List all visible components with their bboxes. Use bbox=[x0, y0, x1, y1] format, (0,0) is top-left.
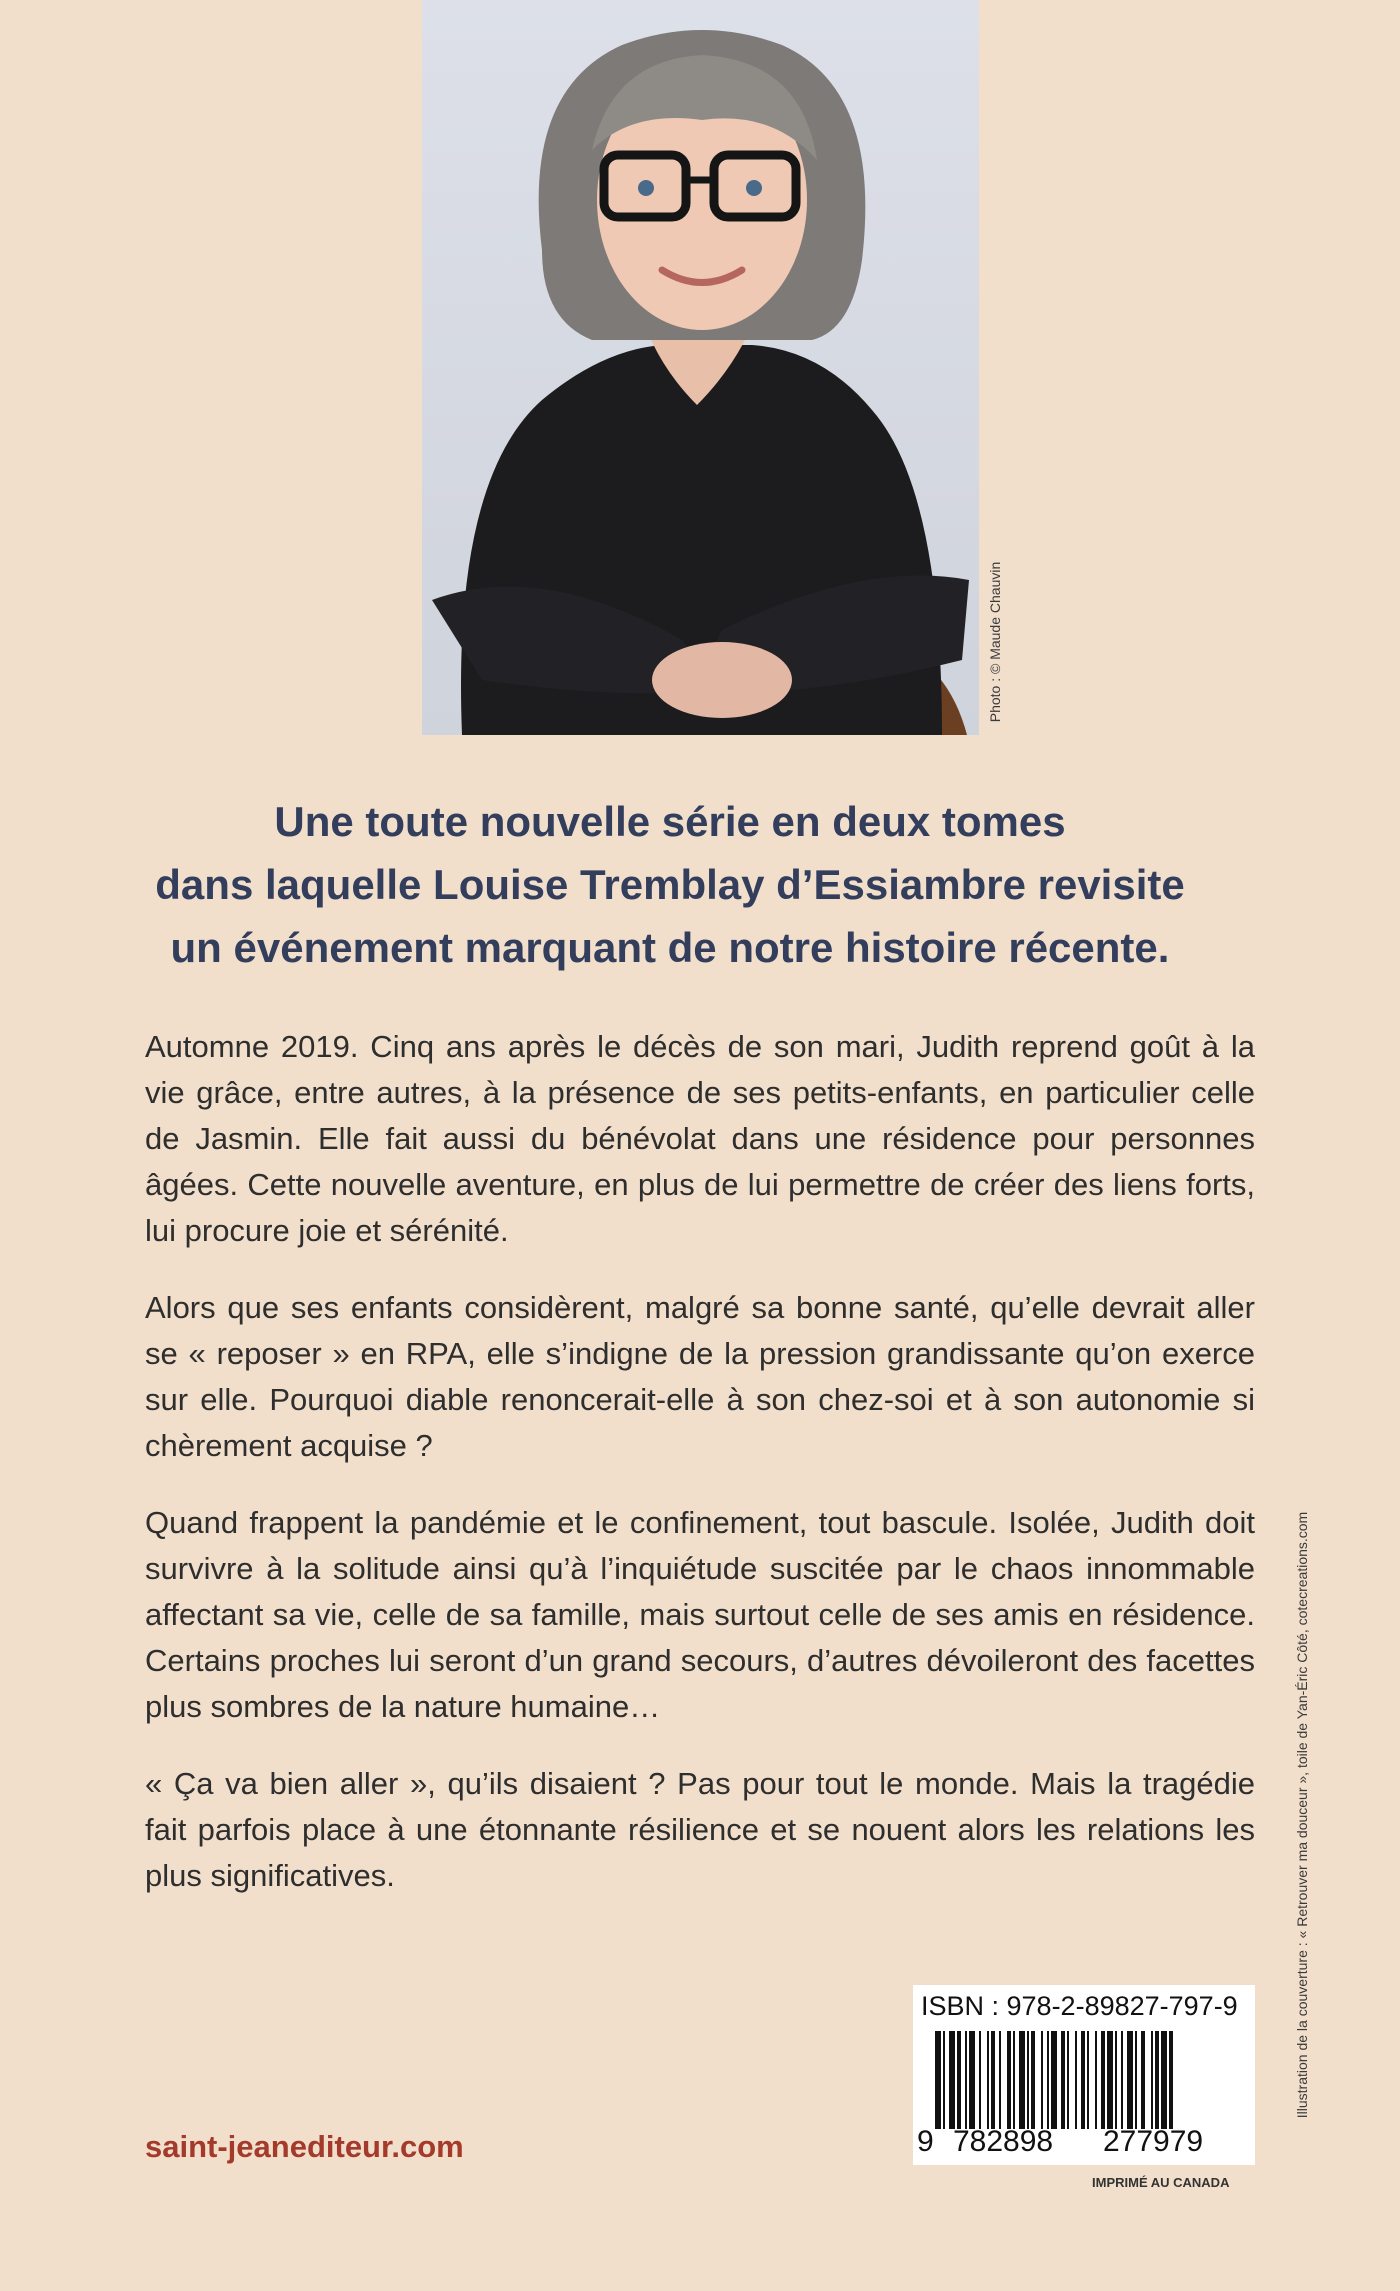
barcode-bar bbox=[943, 2031, 945, 2129]
barcode-bar bbox=[1127, 2031, 1133, 2129]
author-photo bbox=[422, 0, 979, 735]
barcode-bar bbox=[987, 2031, 989, 2129]
publisher-website[interactable]: saint-jeanediteur.com bbox=[145, 2129, 464, 2164]
barcode-bar bbox=[991, 2031, 995, 2129]
synopsis bbox=[145, 1024, 1255, 1930]
barcode-bar bbox=[1151, 2031, 1153, 2129]
barcode-bar bbox=[1047, 2031, 1049, 2129]
barcode-bar bbox=[1081, 2031, 1085, 2129]
barcode-bars bbox=[935, 2031, 1235, 2129]
barcode-bar bbox=[949, 2031, 955, 2129]
barcode-bar bbox=[1121, 2031, 1123, 2129]
barcode-bar bbox=[1155, 2031, 1159, 2129]
barcode-bar bbox=[1051, 2031, 1057, 2129]
barcode-bar bbox=[1075, 2031, 1077, 2129]
barcode-bar bbox=[1141, 2031, 1145, 2129]
headline-line: un événement marquant de notre histoire récente. bbox=[170, 924, 1170, 971]
barcode-bar bbox=[965, 2031, 967, 2129]
synopsis-paragraph: Automne 2019. Cinq ans après le décès de son mari, Judith reprend goût à la vie grâce, entre autres, à la présence de ses petits-enfants, en particulier celle de Jasmin. Elle fait aussi du bénévolat dans une résidence pour personnes âgées. Cette nouvelle aventure, en plus de lui permettre de créer des liens forts, lui procure joie et sérénité. bbox=[145, 1029, 1255, 1248]
barcode-bar bbox=[1095, 2031, 1097, 2129]
headline-line: dans laquelle Louise Tremblay d’Essiambre revisite bbox=[155, 861, 1185, 908]
barcode-bar bbox=[1019, 2031, 1025, 2129]
barcode-bar bbox=[1013, 2031, 1015, 2129]
isbn-label: ISBN : 978-2-89827-797-9 bbox=[921, 1991, 1238, 2021]
barcode-bar bbox=[969, 2031, 975, 2129]
imprint-label: IMPRIMÉ AU CANADA bbox=[1092, 2175, 1230, 2190]
synopsis-paragraph: Alors que ses enfants considèrent, malgré sa bonne santé, qu’elle devrait aller se « reposer » en RPA, elle s’indigne de la pression grandissante qu’on exerce sur elle. Pourquoi diable renoncerait-elle à son chez-soi et à son autonomie si chèrement acquise ? bbox=[145, 1290, 1255, 1463]
barcode-bar bbox=[1067, 2031, 1069, 2129]
illustration-credit: Illustration de la couverture : « Retrouver ma douceur », toile de Yan-Éric Côté, cotecreations.com bbox=[1294, 1511, 1310, 2119]
barcode-bar bbox=[1101, 2031, 1105, 2129]
headline bbox=[90, 790, 1250, 979]
barcode-bar bbox=[1169, 2031, 1173, 2129]
barcode-bar bbox=[1041, 2031, 1043, 2129]
barcode-bar bbox=[1161, 2031, 1167, 2129]
barcode-bar bbox=[1007, 2031, 1011, 2129]
barcode-bar bbox=[1115, 2031, 1117, 2129]
synopsis-paragraph: « Ça va bien aller », qu’ils disaient ? Pas pour tout le monde. Mais la tragédie fait parfois place à une étonnante résilience et se nouent alors les relations les plus significatives. bbox=[145, 1766, 1255, 1893]
barcode-bar bbox=[935, 2031, 941, 2129]
barcode-bar bbox=[979, 2031, 981, 2129]
barcode-bar bbox=[1107, 2031, 1113, 2129]
barcode-bar bbox=[1027, 2031, 1029, 2129]
barcode-bar bbox=[1087, 2031, 1089, 2129]
barcode-bar bbox=[1031, 2031, 1035, 2129]
headline-line: Une toute nouvelle série en deux tomes bbox=[274, 798, 1066, 845]
synopsis-paragraph: Quand frappent la pandémie et le confinement, tout bascule. Isolée, Judith doit survivre à la solitude ainsi qu’à l’inquiétude suscitée par le chaos innommable affectant sa vie, celle de sa famille, mais surtout celle de ses amis en résidence. Certains proches lui seront d’un grand secours, d’autres dévoileront des facettes plus sombres de la nature humaine… bbox=[145, 1505, 1255, 1724]
barcode-bar bbox=[957, 2031, 961, 2129]
photo-credit: Photo : © Maude Chauvin bbox=[987, 561, 1003, 723]
barcode-bar bbox=[1135, 2031, 1137, 2129]
barcode-bar bbox=[999, 2031, 1001, 2129]
isbn-barcode: ISBN : 978-2-89827-797-9 9 782898 277979 bbox=[913, 1985, 1255, 2165]
barcode-bar bbox=[1061, 2031, 1065, 2129]
